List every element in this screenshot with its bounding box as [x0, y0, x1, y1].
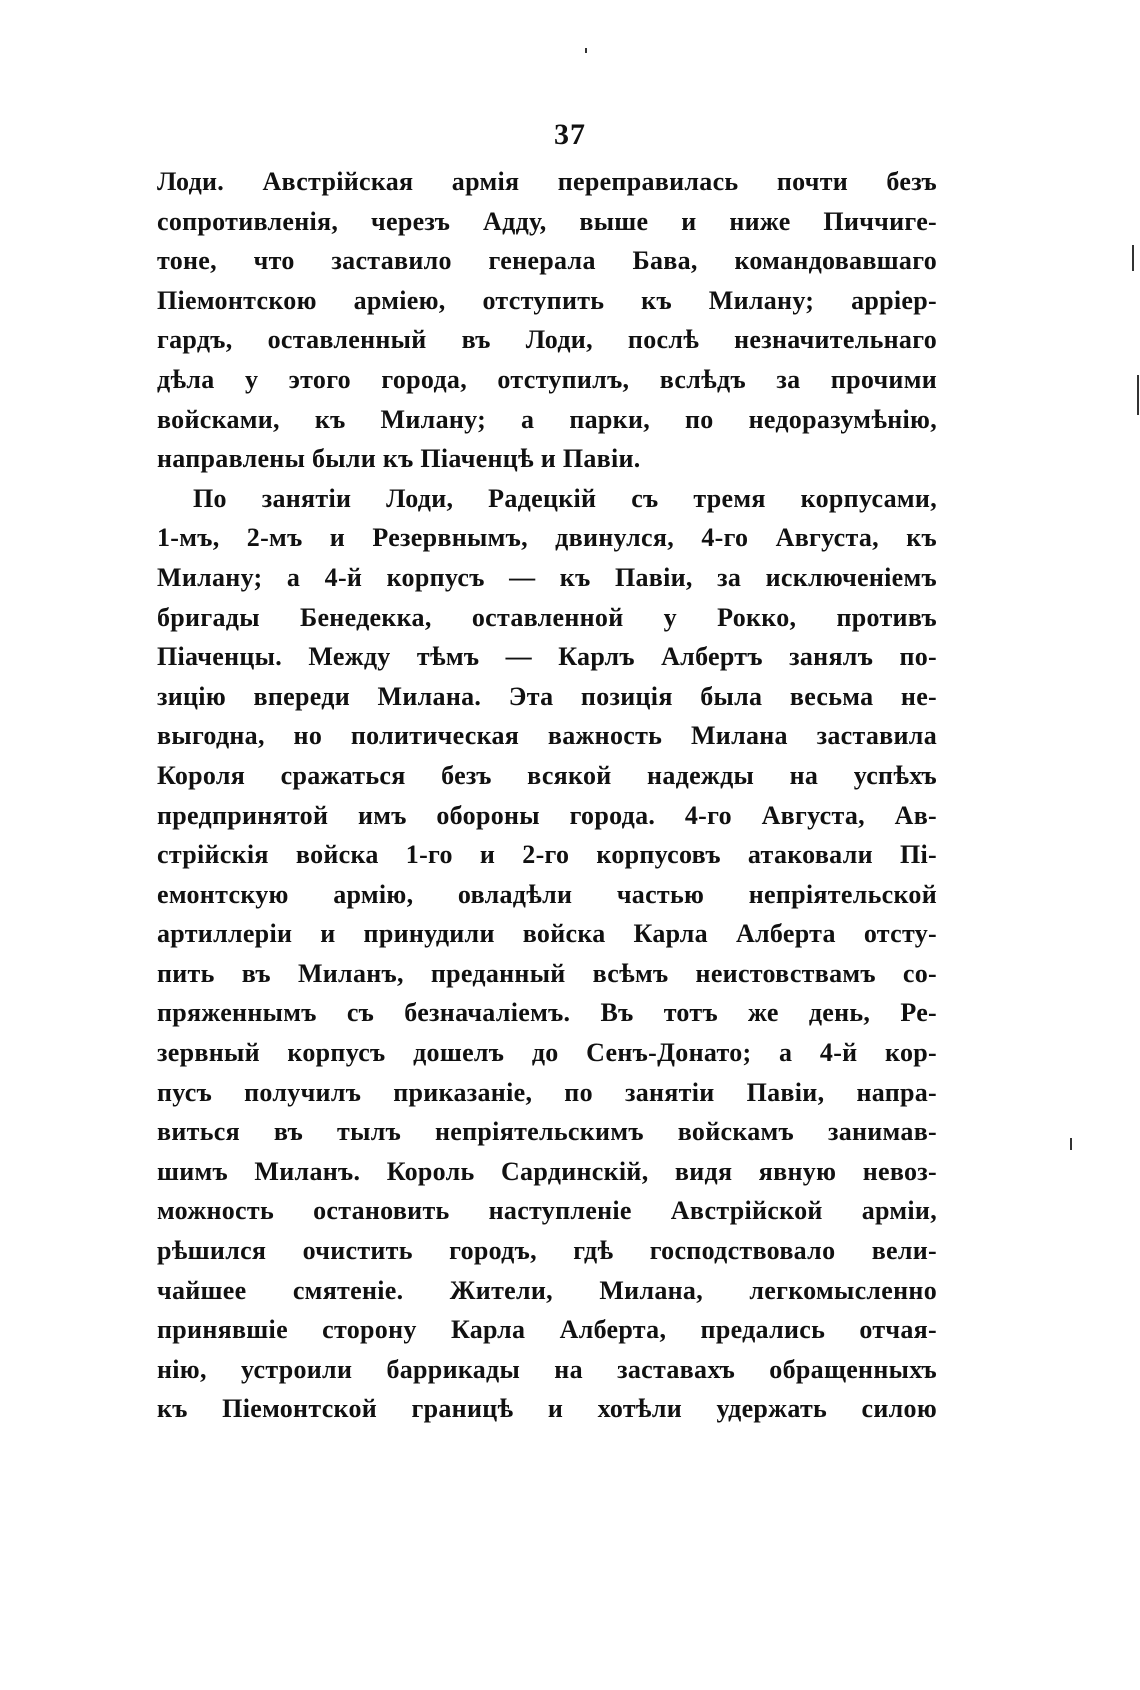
text-line: сопротивленія, черезъ Адду, выше и ниже Пиччиге-	[157, 206, 937, 236]
text-line: рѣшился очистить городъ, гдѣ господствовало вели-	[157, 1236, 937, 1266]
page-number: 37	[554, 118, 586, 151]
text-line: шимъ Миланъ. Король Сардинскій, видя явную невоз-	[157, 1156, 937, 1186]
text-line: нію, устроили баррикады на заставахъ обращенныхъ	[157, 1354, 937, 1384]
paragraph-start-line: По занятіи Лоди, Радецкій съ тремя корпусами,	[193, 483, 937, 513]
text-line: пусъ получилъ приказаніе, по занятіи Павіи, напра-	[157, 1077, 937, 1107]
text-line: дѣла у этого города, отступилъ, вслѣдъ за прочими	[157, 364, 937, 394]
body-text	[157, 162, 937, 1429]
text-line: зервный корпусъ дошелъ до Сенъ-Донато; а 4-й кор-	[157, 1038, 937, 1068]
text-line: артиллеріи и принудили войска Карла Алберта отсту-	[157, 919, 937, 949]
scan-speck	[585, 48, 587, 53]
text-line: Короля сражаться безъ всякой надежды на успѣхъ	[157, 760, 937, 790]
text-line: направлены были къ Піаченцѣ и Павіи.	[157, 444, 641, 474]
margin-mark	[1132, 245, 1134, 271]
text-line: стрійскія войска 1-го и 2-го корпусовъ атаковали Пі-	[157, 840, 937, 870]
text-line: чайшее смятеніе. Жители, Милана, легкомысленно	[157, 1275, 937, 1305]
text-line: къ Піемонтской границѣ и хотѣли удержать силою	[157, 1394, 937, 1424]
text-line: 1-мъ, 2-мъ и Резервнымъ, двинулся, 4-го Августа, къ	[157, 523, 937, 553]
text-line: Піемонтскою арміею, отступить къ Милану; арріер-	[157, 285, 937, 315]
text-line: Милану; а 4-й корпусъ — къ Павіи, за исключеніемъ	[157, 562, 937, 592]
text-line: тоне, что заставило генерала Бава, командовавшаго	[157, 246, 937, 276]
text-line: зицію впереди Милана. Эта позиція была весьма не-	[157, 681, 937, 711]
text-line: Лоди. Австрійская армія переправилась почти безъ	[157, 167, 937, 196]
text-line: принявшіе сторону Карла Алберта, предались отчая-	[157, 1315, 937, 1345]
margin-mark	[1137, 375, 1139, 415]
text-line: войсками, къ Милану; а парки, по недоразумѣнію,	[157, 404, 937, 434]
text-line: выгодна, но политическая важность Милана заставила	[157, 721, 937, 751]
text-line: предпринятой имъ обороны города. 4-го Августа, Ав-	[157, 800, 937, 830]
text-line: Піаченцы. Между тѣмъ — Карлъ Албертъ занялъ по-	[157, 642, 937, 672]
text-line: гардъ, оставленный въ Лоди, послѣ незначительнаго	[157, 325, 937, 355]
text-line: пить въ Миланъ, преданный всѣмъ неистовствамъ со-	[157, 958, 937, 988]
text-line: виться въ тылъ непріятельскимъ войскамъ занимав-	[157, 1117, 937, 1147]
text-line: пряженнымъ съ безначаліемъ. Въ тотъ же день, Ре-	[157, 998, 937, 1028]
text-line: емонтскую армію, овладѣли частью непріятельской	[157, 879, 937, 909]
text-line: бригады Бенедекка, оставленной у Рокко, противъ	[157, 602, 937, 632]
margin-mark	[1070, 1138, 1072, 1150]
text-line: можность остановить наступленіе Австрійской арміи,	[157, 1196, 937, 1226]
